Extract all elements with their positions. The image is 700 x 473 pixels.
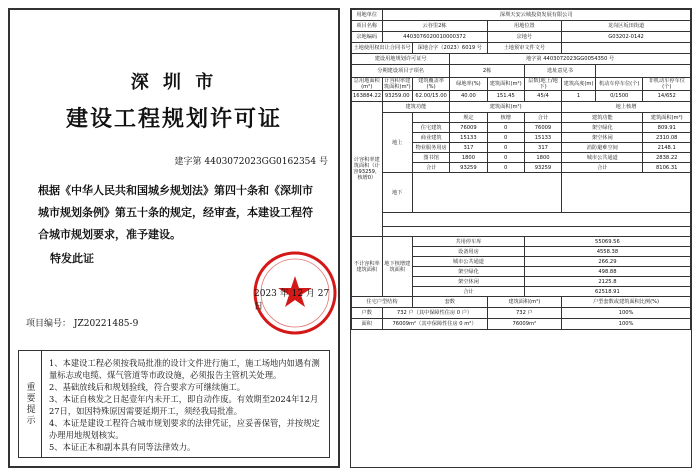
head-total-land: 总用地面积(m²)	[352, 78, 383, 91]
house-row-label: 户数	[352, 308, 383, 319]
function-added: 0	[487, 163, 524, 173]
value-far-area: 93259.00	[382, 91, 413, 102]
function-subtotal: 317	[524, 143, 561, 153]
function-added: 0	[487, 123, 524, 133]
notice-item: 1、本建设工程必须按我局批准的设计文件进行施工，施工场地内如遇有测量标志或电缆、煤气管道等市政设施，必须报告主管机关处理。	[49, 358, 320, 380]
head-added: 核增	[487, 113, 524, 123]
head-above-ground-add: 地上核增	[562, 102, 691, 113]
head-house-ratio: 户型套数或建筑面积比例(%)	[562, 297, 691, 308]
head-coverage: 建筑覆盖率(%)	[413, 78, 450, 91]
value-total-land: 163884.22	[352, 91, 383, 102]
details-table	[351, 9, 691, 330]
issue-date: 2023 年 12 月 27 日	[254, 289, 330, 312]
issue-statement: 特发此证	[50, 252, 94, 265]
spacer	[382, 213, 691, 227]
add-function-area: 2838.22	[643, 153, 691, 163]
head-build-area: 建筑面积(m²)	[487, 78, 524, 91]
label-land-user: 用地单位	[352, 10, 383, 21]
spacer	[382, 227, 691, 237]
nfa-area: 4558.38	[524, 247, 690, 257]
house-row-ratio: 100%	[562, 308, 691, 319]
function-specified: 76009	[450, 123, 487, 133]
notice-item: 3、本证自核发之日起壹年内未开工，即自动作废。有效期至2024年12月27日，如因特殊原因需要延期开工，须经我局批准。	[49, 394, 319, 416]
function-subtotal: 93259	[524, 163, 561, 173]
notice-item: 2、基础放线后和规划验线，符合要求方可继续施工。	[49, 382, 246, 392]
value-coverage: 62.00/15.00	[413, 91, 450, 102]
head-green: 绿地率(%)	[450, 78, 487, 91]
function-added: 0	[487, 133, 524, 143]
label-site-opinion: 选址意见书	[524, 65, 595, 78]
head-height: 建筑高度(m)	[562, 78, 596, 91]
head-floors: 层数(地上/地下)	[524, 78, 561, 91]
nfa-function: 城市公共通道	[413, 257, 525, 267]
function-name: 住宅建筑	[413, 123, 450, 133]
house-row-ratio: 100%	[562, 319, 691, 330]
function-specified: 317	[450, 143, 487, 153]
add-function-name: 架空休闲	[562, 133, 643, 143]
value-green: 40.00	[450, 91, 487, 102]
head-add-area: 建筑面积(m²)	[643, 113, 691, 123]
head-far-area: 计容积率建筑面积(m²)	[383, 78, 411, 91]
permit-title: 建设工程规划许可证	[65, 106, 282, 132]
label-parcel-no: 宗地号	[487, 32, 562, 43]
function-name: 图书馆	[413, 153, 450, 163]
house-row-label: 面积	[352, 319, 383, 330]
function-specified: 1800	[450, 153, 487, 163]
function-added: 0	[487, 143, 524, 153]
label-land-preapproval: 土地预审文件文号	[487, 43, 562, 54]
important-notice	[18, 350, 330, 458]
nfa-function: 设备用房	[413, 247, 525, 257]
nfa-area: 266.29	[524, 257, 690, 267]
label-project-name: 项目名称	[352, 21, 383, 32]
head-function-area: 建筑面积(m²)	[450, 102, 562, 113]
value-subproject: 2栋	[450, 65, 525, 78]
add-function-name: 消防避难空间	[562, 143, 643, 153]
value-land-planning-permit: 地字第 4403072023GG0054350 号	[450, 54, 691, 65]
certificate-number: 建字第 4403072023GG0162354 号	[174, 157, 328, 167]
city-name: 深 圳 市	[130, 72, 218, 93]
nfa-area: 62518.91	[524, 287, 690, 297]
notice-item: 5、本证正本和副本具有同等法律效力。	[49, 442, 196, 452]
project-number: 项目编号： JZ20221485-9	[26, 319, 139, 329]
function-specified: 93259	[450, 163, 487, 173]
head-specified: 规定	[450, 113, 487, 123]
nfa-function: 架空绿化	[413, 267, 525, 277]
head-car-parking: 机动车停车位(个)	[596, 78, 643, 91]
head-function: 建筑功能	[382, 102, 450, 113]
label-below-ground: 地下	[382, 173, 413, 213]
function-specified: 15133	[450, 133, 487, 143]
value-car-parking: 0/1500	[596, 91, 643, 102]
value-land-contract: 深地合字（2023）6019 号	[413, 43, 488, 54]
permit-body-text: 根据《中华人民共和国城乡规划法》第四十条和《深圳市城市规划条例》第五十条的规定，经审查，本建设工程符合城市规划要求，准予建设。	[38, 184, 313, 241]
value-floors: 45/4	[524, 91, 561, 102]
value-site-opinion	[596, 65, 691, 78]
label-parcel-code: 宗地编码	[352, 32, 383, 43]
label-land-contract: 土地使用权出让合同书号	[352, 43, 413, 54]
nfa-function: 合计	[413, 287, 525, 297]
nfa-function: 架空休闲	[413, 277, 525, 287]
below-ground-empty	[413, 173, 562, 213]
project-details-table	[350, 8, 692, 468]
function-subtotal: 1800	[524, 153, 561, 163]
value-land-user: 深圳天安云城投资发展有限公司	[382, 10, 691, 21]
value-parcel-no: G03202-0142	[562, 32, 691, 43]
head-house-sets: 套数	[413, 297, 488, 308]
value-build-area: 151.45	[487, 91, 524, 102]
head-subtotal: 合计	[524, 113, 561, 123]
head-house-area: 建筑面积(m²)	[487, 297, 562, 308]
function-subtotal: 15133	[524, 133, 561, 143]
value-parcel-code: 4403076020010000372	[382, 32, 487, 43]
house-row-subtotal: 76009m²	[487, 319, 562, 330]
value-bike-parking: 14/652	[643, 91, 691, 102]
value-project-name: 云谷里2栋	[382, 21, 487, 32]
house-row-subtotal: 732 户	[487, 308, 562, 319]
add-function-name: 合计	[562, 163, 643, 173]
below-ground-add-empty	[562, 173, 691, 213]
value-height: 1	[562, 91, 596, 102]
notice-items	[49, 357, 323, 453]
label-far-area-block: 计容积率建筑面积（计容93259，核增0）	[352, 102, 383, 237]
house-row-value: 732 户（其中保障性住房 0 户）	[382, 308, 487, 319]
nfa-area: 498.88	[524, 267, 690, 277]
notice-label: 重要提示	[19, 351, 42, 457]
value-land-location: 龙岗区坂田街道	[562, 21, 691, 32]
add-function-name: 城市公共通道	[562, 153, 643, 163]
label-above-ground: 地上	[382, 113, 413, 173]
function-added: 0	[487, 153, 524, 163]
house-row-value: 76009m²（其中保障性住房 0 m²）	[382, 319, 487, 330]
function-subtotal: 76009	[524, 123, 561, 133]
nfa-function: 共用停车库	[413, 237, 525, 247]
function-name: 合计	[413, 163, 450, 173]
nfa-area: 2125.8	[524, 277, 690, 287]
add-function-area: 2148.1	[643, 143, 691, 153]
head-add-function: 建筑功能	[562, 113, 643, 123]
add-function-area: 8106.31	[643, 163, 691, 173]
label-land-location: 用地位置	[487, 21, 562, 32]
head-house-structure: 住宅户型结构	[352, 297, 413, 308]
permit-certificate	[8, 8, 340, 468]
notice-item: 4、本证是建设工程符合城市规划要求的法律凭证，应妥善保管，并按规定办理用地规划核实。	[49, 418, 320, 440]
label-below-add: 地下核增建筑面积	[382, 237, 413, 297]
function-name: 商业建筑	[413, 133, 450, 143]
head-bike-parking: 非机动车停车位(个)	[643, 78, 691, 91]
head-function-name	[413, 113, 450, 123]
add-function-area: 2310.08	[643, 133, 691, 143]
add-function-area: 809.91	[643, 123, 691, 133]
add-function-name: 架空绿化	[562, 123, 643, 133]
function-name: 物业服务用房	[413, 143, 450, 153]
label-land-planning-permit: 建设用地规划许可证号	[352, 54, 450, 65]
label-subproject: 分期建设项目子项名	[352, 65, 450, 78]
label-non-far-area: 不计容积率建筑面积	[352, 237, 383, 297]
nfa-area: 55069.56	[524, 237, 690, 247]
value-land-preapproval	[562, 43, 691, 54]
